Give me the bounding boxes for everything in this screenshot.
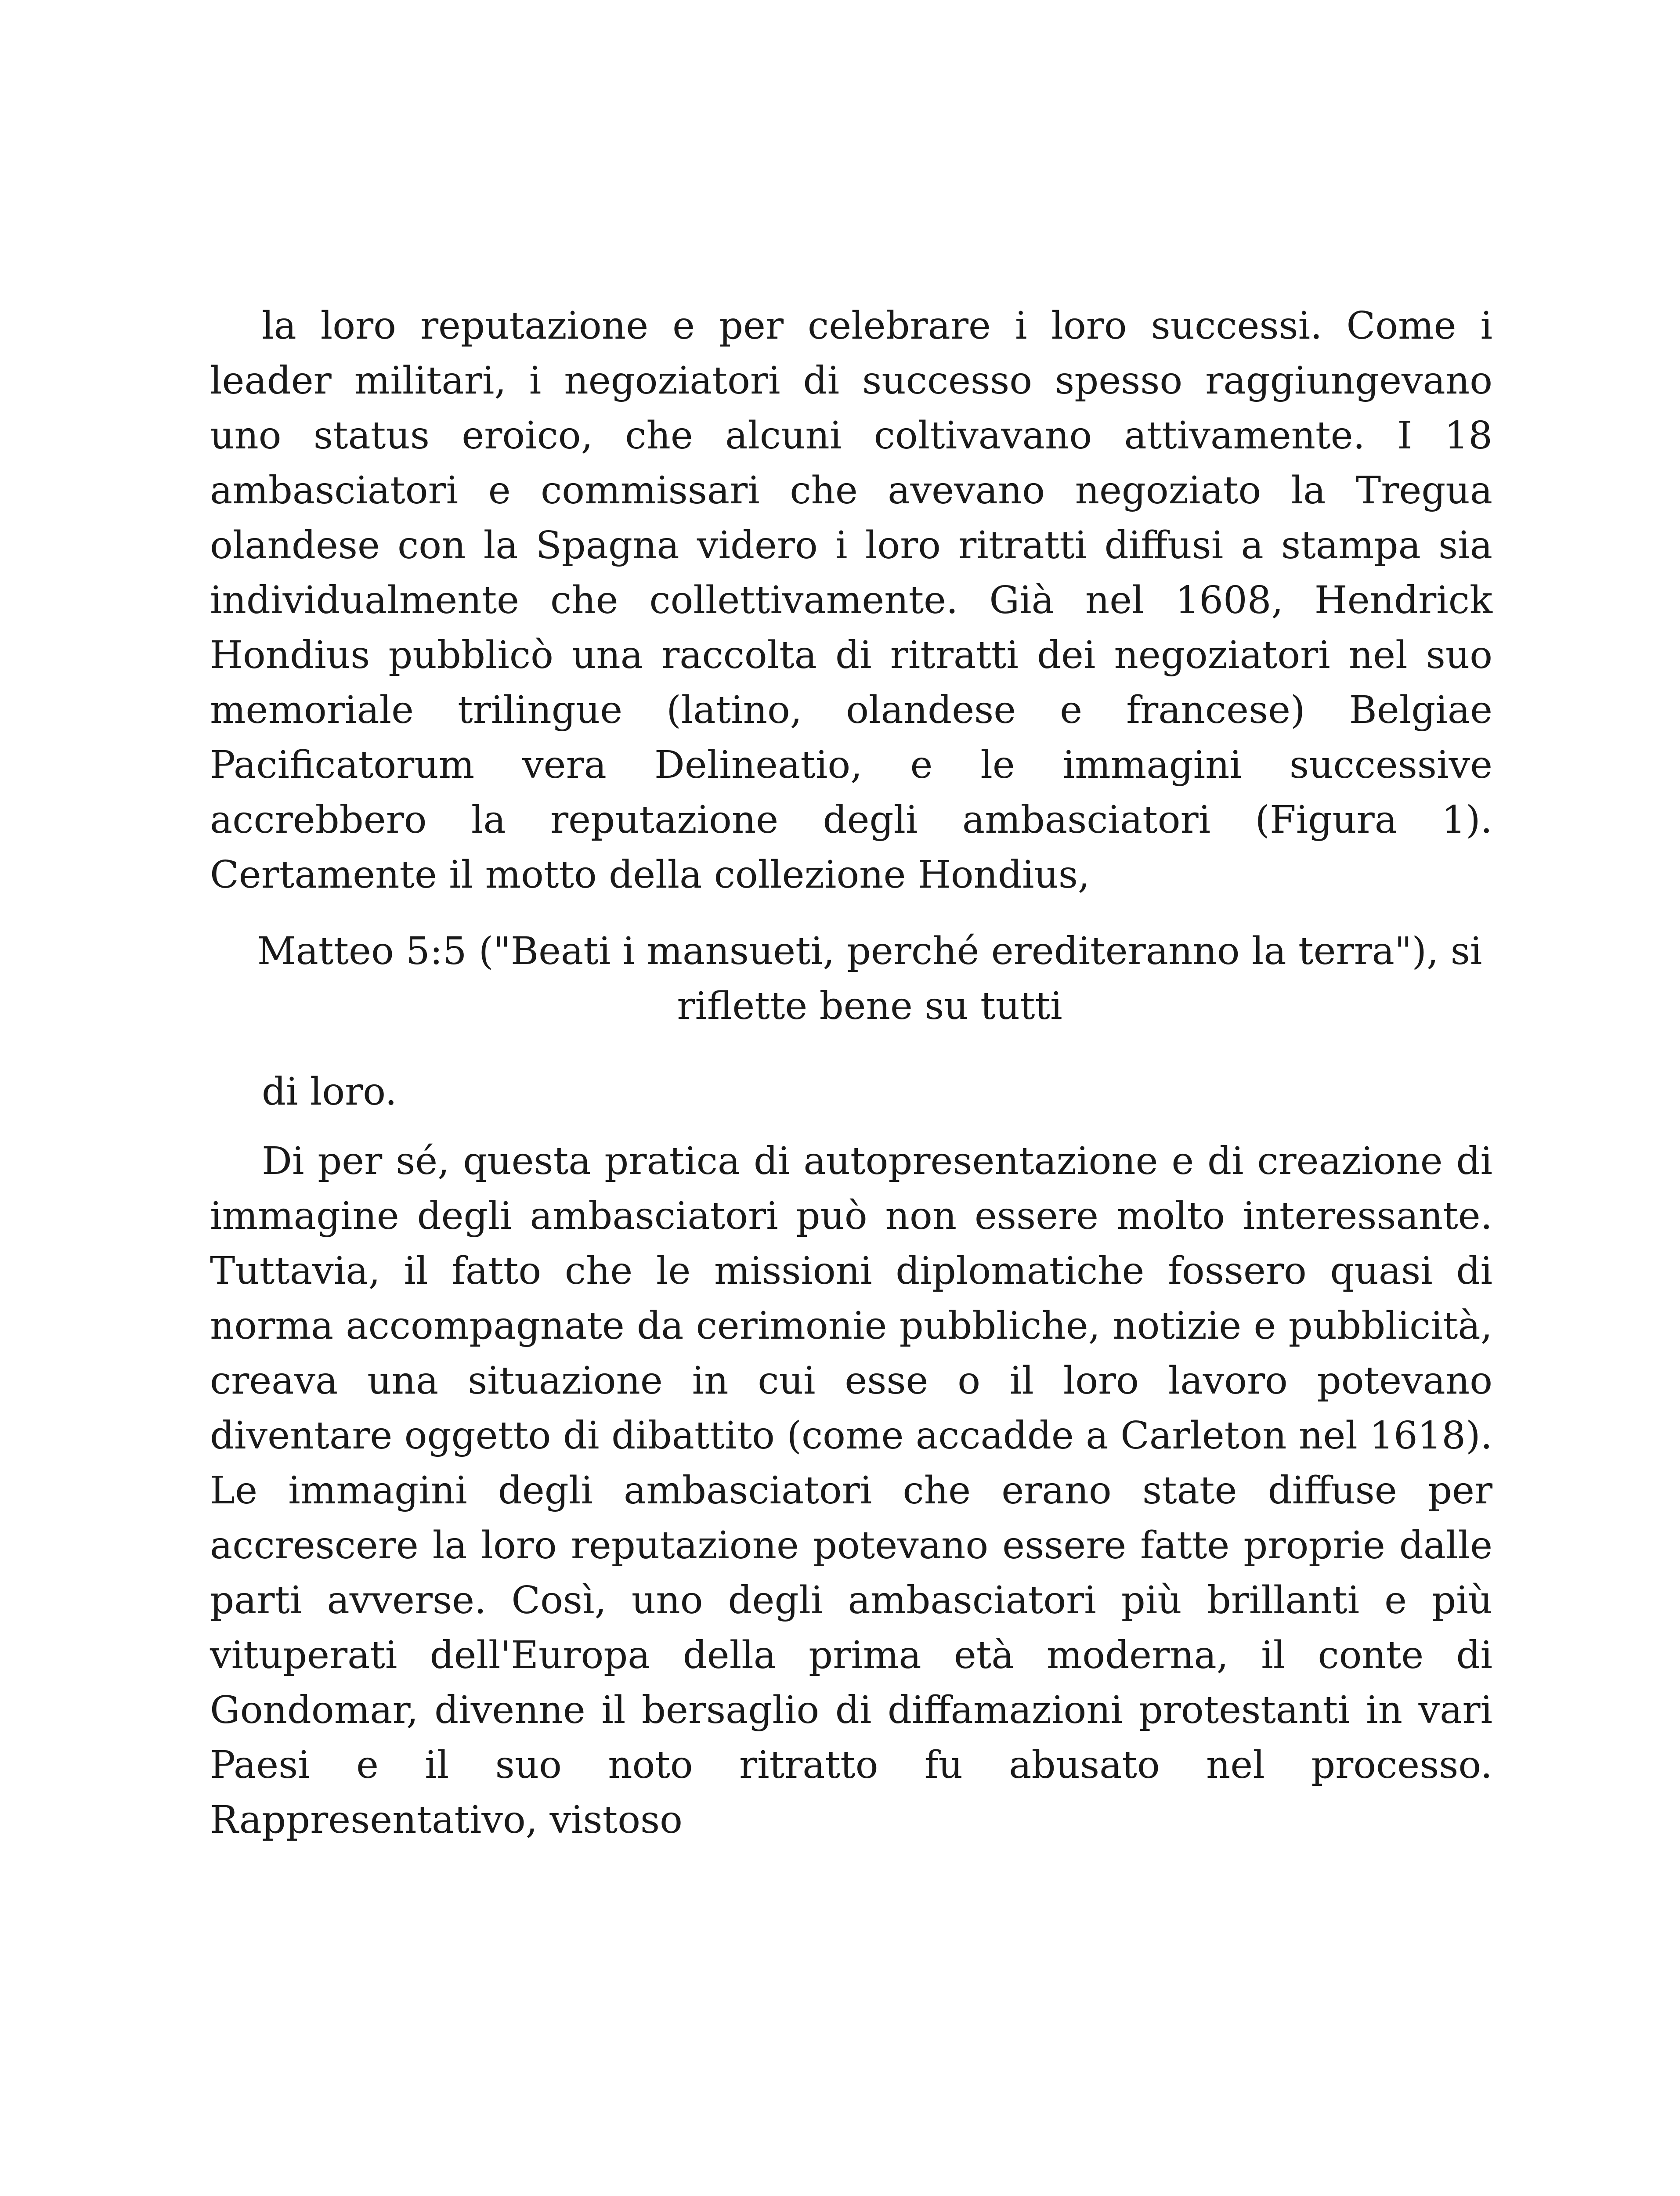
block-quote: Matteo 5:5 ("Beati i mansueti, perché erediteranno la terra"), si riflette bene su tutti bbox=[257, 929, 1482, 1028]
body-paragraph: Di per sé, questa pratica di autopresentazione e di creazione di immagine degli ambasciatori può non essere molto interessante. Tuttavia, il fatto che le missioni diplomatiche fossero quasi di norma accompagnate da cerimonie pubbliche, notizie e pubblicità, creava una situazione in cui esse o il loro lavoro potevano diventare oggetto di dibattito (come accadde a Carleton nel 1618). Le immagini degli ambasciatori che erano state diffuse per accrescere la loro reputazione potevano essere fatte proprie dalle parti avverse. Così, uno degli ambasciatori più brillanti e più vituperati dell'Europa della prima età moderna, il conte di Gondomar, divenne il bersaglio di diffamazioni protestanti in vari Paesi e il suo noto ritratto fu abusato nel processo. Rappresentativo, vistoso bbox=[210, 1139, 1492, 1842]
body-paragraph: la loro reputazione e per celebrare i loro successi. Come i leader militari, i negoziatori di successo spesso raggiungevano uno status eroico, che alcuni coltivavano attivamente. I 18 ambasciatori e commissari che avevano negoziato la Tregua olandese con la Spagna videro i loro ritratti diffusi a stampa sia individualmente che collettivamente. Già nel 1608, Hendrick Hondius pubblicò una raccolta di ritratti dei negoziatori nel suo memoriale trilingue (latino, olandese e francese) Belgiae Pacificatorum vera Delineatio, e le immagini successive accrebbero la reputazione degli ambasciatori (Figura 1). Certamente il motto della collezione Hondius, bbox=[210, 304, 1492, 897]
paragraph-continuation: di loro. bbox=[262, 1070, 397, 1114]
